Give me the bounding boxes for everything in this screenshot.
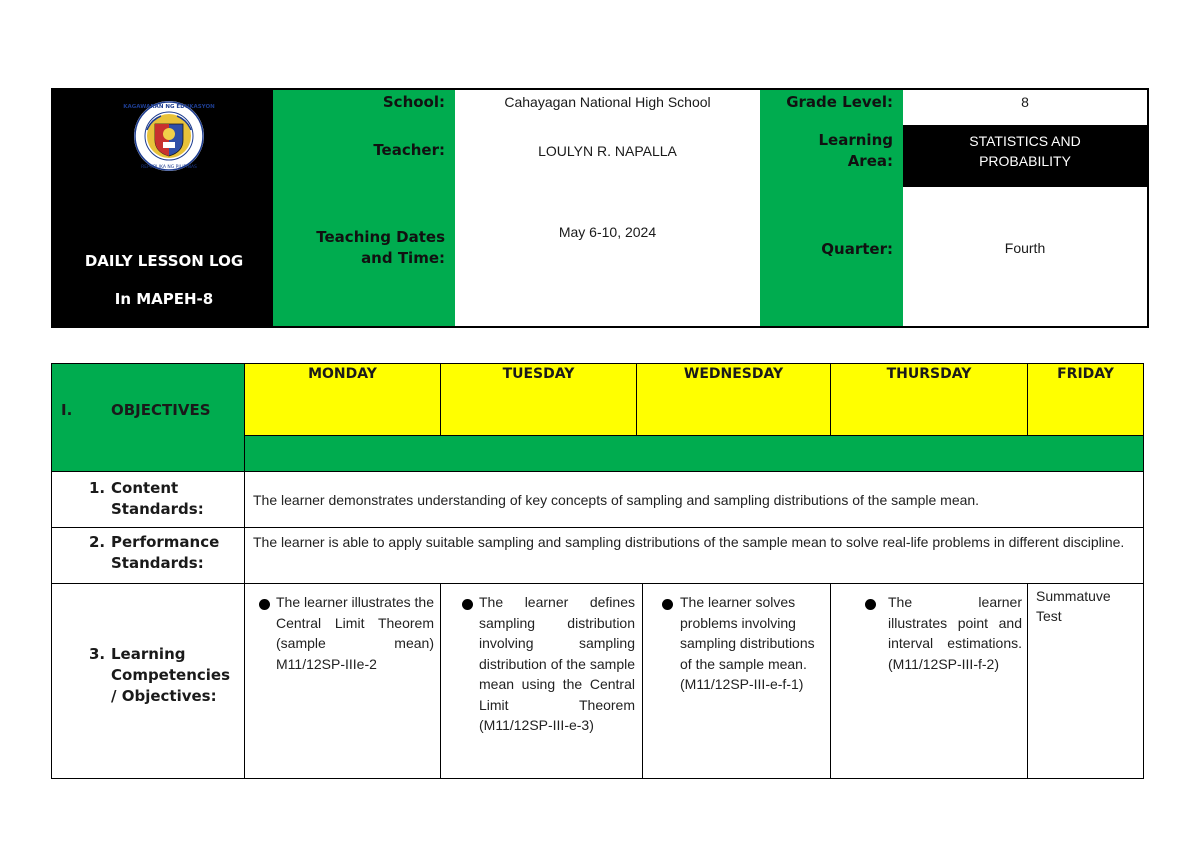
- competency-thursday-text: The learner illustrates point and interval estimations. (M11/12SP-III-f-2): [888, 594, 1022, 672]
- objectives-table: [51, 363, 1144, 779]
- area-label-line1: Learning: [818, 131, 893, 149]
- learning-competencies-label-line1: Learning: [111, 645, 186, 663]
- objectives-number: I.: [61, 401, 73, 419]
- performance-standards-label: [51, 527, 245, 584]
- competency-tuesday-text: The learner defines sampling distribution involving sampling distribution of the sample mean using the Central Limit Theorem (M11/12SP-III-e-3): [479, 594, 635, 733]
- area-value-line1: STATISTICS AND: [969, 133, 1081, 149]
- label-column-1: [273, 90, 455, 326]
- school-value: Cahayagan National High School: [504, 94, 711, 110]
- teacher-label: Teacher:: [373, 141, 445, 159]
- teacher-value: LOULYN R. NAPALLA: [538, 143, 677, 159]
- competency-wednesday-cell: [642, 583, 831, 779]
- seal-text-top: KAGAWARAN NG EDUKASYON: [123, 104, 215, 110]
- performance-standards-text: The learner is able to apply suitable sampling and sampling distributions of the sample mean to solve real-life problems in different discipline.: [253, 534, 1125, 550]
- performance-standards-label-line2: Standards:: [111, 554, 204, 572]
- deped-seal-logo: [123, 100, 215, 172]
- performance-standards-cell: [244, 527, 1144, 584]
- learning-competencies-label: [51, 583, 245, 779]
- header-table: [51, 88, 1149, 328]
- performance-standards-label-line1: Performance: [111, 533, 220, 551]
- dates-label-line2: and Time:: [361, 249, 445, 267]
- day-thursday: THURSDAY: [830, 363, 1028, 436]
- dll-subject: In MAPEH-8: [114, 290, 214, 308]
- learning-competencies-number: 3.: [89, 645, 106, 663]
- competency-friday-cell: [1027, 583, 1144, 779]
- dates-label-line1: Teaching Dates: [316, 228, 445, 246]
- content-standards-label-line1: Content: [111, 479, 179, 497]
- objectives-header: [51, 363, 245, 472]
- value-column-1: [455, 90, 760, 326]
- competency-monday-cell: [244, 583, 441, 779]
- dates-value: May 6-10, 2024: [558, 224, 657, 240]
- content-standards-text: The learner demonstrates understanding of key concepts of sampling and sampling distributions of the sample mean.: [253, 492, 980, 508]
- school-label: School:: [382, 93, 445, 111]
- grade-value: 8: [1021, 94, 1029, 110]
- quarter-value-cell: [903, 187, 1147, 326]
- content-standards-label: [51, 471, 245, 528]
- content-standards-cell: [244, 471, 1144, 528]
- area-label-line2: Area:: [847, 152, 893, 170]
- competency-friday-text: Summatuve Test: [1036, 588, 1111, 624]
- grade-value-cell: [903, 90, 1147, 126]
- competency-tuesday-cell: [440, 583, 643, 779]
- area-value-line2: PROBABILITY: [979, 153, 1071, 169]
- day-friday: FRIDAY: [1027, 363, 1144, 436]
- competency-wednesday-text: The learner solves problems involving sampling distributions of the sample mean. (M11/12SP-III-e-f-1): [680, 594, 815, 692]
- label-column-2: [760, 90, 903, 326]
- bullet-icon: [462, 599, 473, 610]
- competency-thursday-cell: [830, 583, 1028, 779]
- learning-competencies-label-line2: Competencies: [111, 666, 231, 684]
- title-block: [53, 90, 273, 326]
- bullet-icon: [259, 599, 270, 610]
- bullet-icon: [662, 599, 673, 610]
- quarter-value: Fourth: [1004, 240, 1046, 256]
- day-wednesday: WEDNESDAY: [636, 363, 831, 436]
- content-standards-number: 1.: [89, 479, 106, 497]
- quarter-label: Quarter:: [821, 240, 893, 258]
- green-band: [244, 435, 1144, 472]
- day-tuesday: TUESDAY: [440, 363, 637, 436]
- grade-label: Grade Level:: [786, 93, 893, 111]
- performance-standards-number: 2.: [89, 533, 106, 551]
- seal-text-bottom: REPUBLIKA NG PILIPINAS: [141, 165, 197, 170]
- day-monday: MONDAY: [244, 363, 441, 436]
- competency-monday-text: The learner illustrates the Central Limit Theorem (sample mean) M11/12SP-IIIe-2: [276, 594, 434, 672]
- bullet-icon: [865, 599, 876, 610]
- area-value-cell: [903, 126, 1147, 187]
- dll-title: DAILY LESSON LOG: [84, 252, 244, 270]
- objectives-title: OBJECTIVES: [111, 401, 211, 419]
- learning-competencies-label-line3: / Objectives:: [111, 687, 217, 705]
- content-standards-label-line2: Standards:: [111, 500, 204, 518]
